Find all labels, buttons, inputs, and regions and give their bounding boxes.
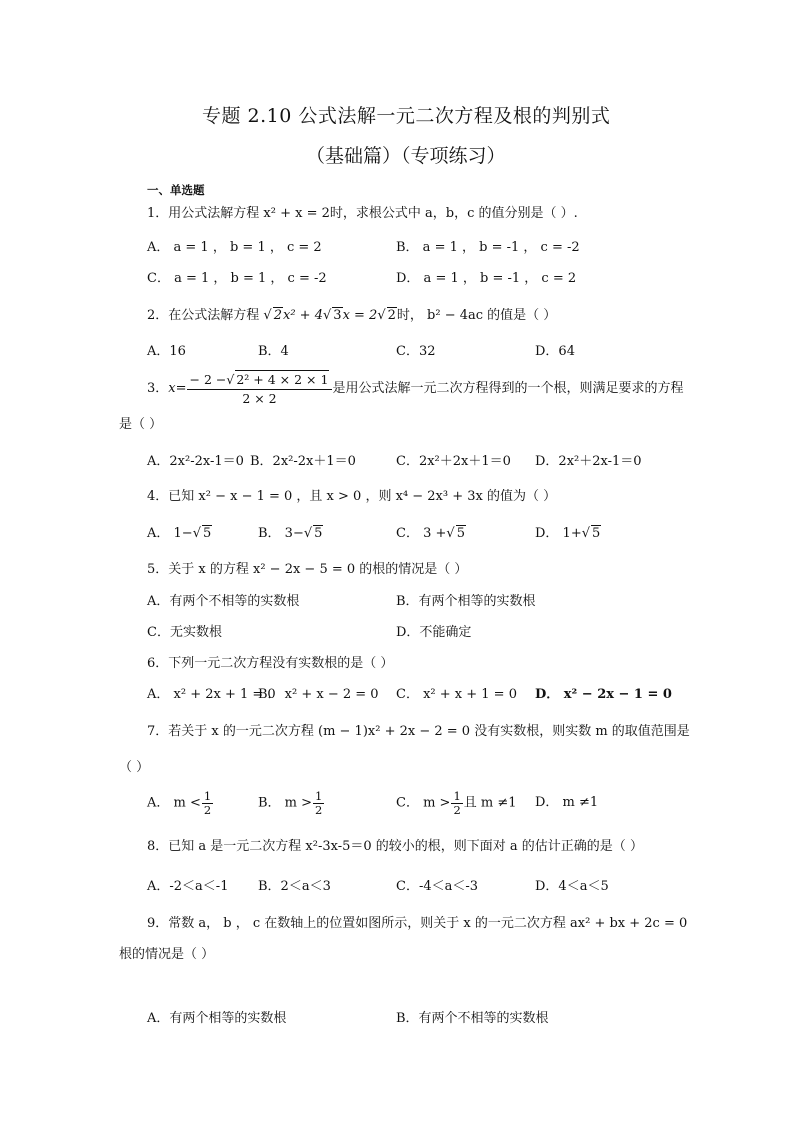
page-subtitle: （基础篇）（专项练习） bbox=[306, 145, 506, 167]
question-1-option-d: D． a = 1 ， b = -1 ， c = 2 bbox=[396, 271, 577, 286]
question-6-option-b: B． x² + x − 2 = 0 bbox=[258, 687, 379, 702]
question-1-stem: 1．用公式法解方程 x² + x = 2时，求根公式中 a，b，c 的值分别是（ ）. bbox=[147, 206, 578, 221]
question-4-option-c: C． 3 +√ 5 bbox=[396, 526, 465, 541]
question-4-stem: 4．已知 x² − x − 1 = 0 ，且 x > 0 ，则 x⁴ − 2x³ + 3x 的值为（ ） bbox=[147, 489, 557, 504]
question-6-option-a: A． x² + 2x + 1 = 0 bbox=[147, 687, 276, 702]
question-4-option-b: B． 3−√ 5 bbox=[258, 526, 323, 541]
question-3-option-c: C．2x²＋2x＋1＝0 bbox=[396, 454, 511, 469]
question-9-stem-line2: 根的情况是（ ） bbox=[119, 947, 215, 962]
question-4-option-d: D． 1+√ 5 bbox=[535, 526, 601, 541]
question-5-option-b: B．有两个相等的实数根 bbox=[396, 594, 536, 609]
question-5-stem: 5．关于 x 的方程 x² − 2x − 5 = 0 的根的情况是（ ） bbox=[147, 562, 468, 577]
question-8-stem: 8．已知 a 是一元二次方程 x²-3x-5＝0 的较小的根，则下面对 a 的估计正确的是（ ） bbox=[147, 839, 643, 854]
question-9-option-a: A．有两个相等的实数根 bbox=[147, 1011, 287, 1026]
question-4-option-a: A． 1−√ 5 bbox=[147, 526, 212, 541]
question-1-option-c: C． a = 1 ， b = 1 ， c = -2 bbox=[147, 271, 327, 286]
question-6-stem: 6．下列一元二次方程没有实数根的是（ ） bbox=[147, 656, 394, 671]
question-3-stem-line2: 是（ ） bbox=[119, 417, 163, 432]
question-3-option-d: D．2x²＋2x-1＝0 bbox=[535, 454, 642, 469]
question-8-option-b: B．2＜a＜3 bbox=[258, 879, 331, 894]
question-7-stem-line2: （ ） bbox=[119, 760, 150, 775]
question-2-option-c: C．32 bbox=[396, 344, 436, 359]
question-5-option-a: A．有两个不相等的实数根 bbox=[147, 594, 300, 609]
question-3-option-b: B．2x²-2x＋1＝0 bbox=[250, 454, 356, 469]
page-title: 专题 2.10 公式法解一元二次方程及根的判别式 bbox=[202, 105, 611, 127]
question-3-stem: 3．x= $\frac{\text{− 2 −√ 2² + 4 × 2 × 1}}{2 \times 2}$ 是用公式法解一元二次方程得到的一个根，则满足要求的方程 bbox=[147, 372, 684, 406]
question-7-option-c: C． m > $\frac{1}{2}$ 且 m ≠1 bbox=[396, 789, 517, 817]
question-1-option-b: B． a = 1 ， b = -1 ， c = -2 bbox=[396, 240, 580, 255]
question-9-stem: 9．常数 a， b ， c 在数轴上的位置如图所示，则关于 x 的一元二次方程 ax² + bx + 2c = 0 bbox=[147, 916, 688, 931]
question-1-option-a: A． a = 1 ， b = 1 ， c = 2 bbox=[147, 240, 322, 255]
question-2-option-d: D．64 bbox=[535, 344, 575, 359]
question-7-option-b: B． m > $\frac{1}{2}$ bbox=[258, 789, 323, 817]
section-heading: 一、单选题 bbox=[147, 183, 205, 197]
question-8-option-d: D．4＜a＜5 bbox=[535, 879, 609, 894]
question-7-option-d: D． m ≠1 bbox=[535, 795, 599, 810]
question-2-stem: 2．在公式法解方程 √ 2x² + 4√ 3x = 2√ 2时， b² − 4ac 的值是（ ） bbox=[147, 308, 557, 323]
question-6-option-c: C． x² + x + 1 = 0 bbox=[396, 687, 517, 702]
question-2-option-a: A．16 bbox=[147, 344, 186, 359]
question-7-stem: 7．若关于 x 的一元二次方程 (m − 1)x² + 2x − 2 = 0 没有实数根，则实数 m 的取值范围是 bbox=[147, 724, 690, 739]
question-3-option-a: A．2x²-2x-1＝0 bbox=[147, 454, 244, 469]
question-5-option-d: D．不能确定 bbox=[396, 625, 472, 640]
question-8-option-a: A．-2＜a＜-1 bbox=[147, 879, 229, 894]
question-9-option-b: B．有两个不相等的实数根 bbox=[396, 1011, 549, 1026]
question-7-option-a: A． m < $\frac{1}{2}$ bbox=[147, 789, 212, 817]
question-6-option-d: D． x² − 2x − 1 = 0 bbox=[535, 687, 672, 702]
question-5-option-c: C．无实数根 bbox=[147, 625, 222, 640]
root-formula-fraction: $\frac{\text{− 2 −√ 2² + 4 × 2 × 1}}{2 \times 2}$ bbox=[187, 370, 333, 408]
question-8-option-c: C．-4＜a＜-3 bbox=[396, 879, 479, 894]
question-2-option-b: B．4 bbox=[258, 344, 289, 359]
